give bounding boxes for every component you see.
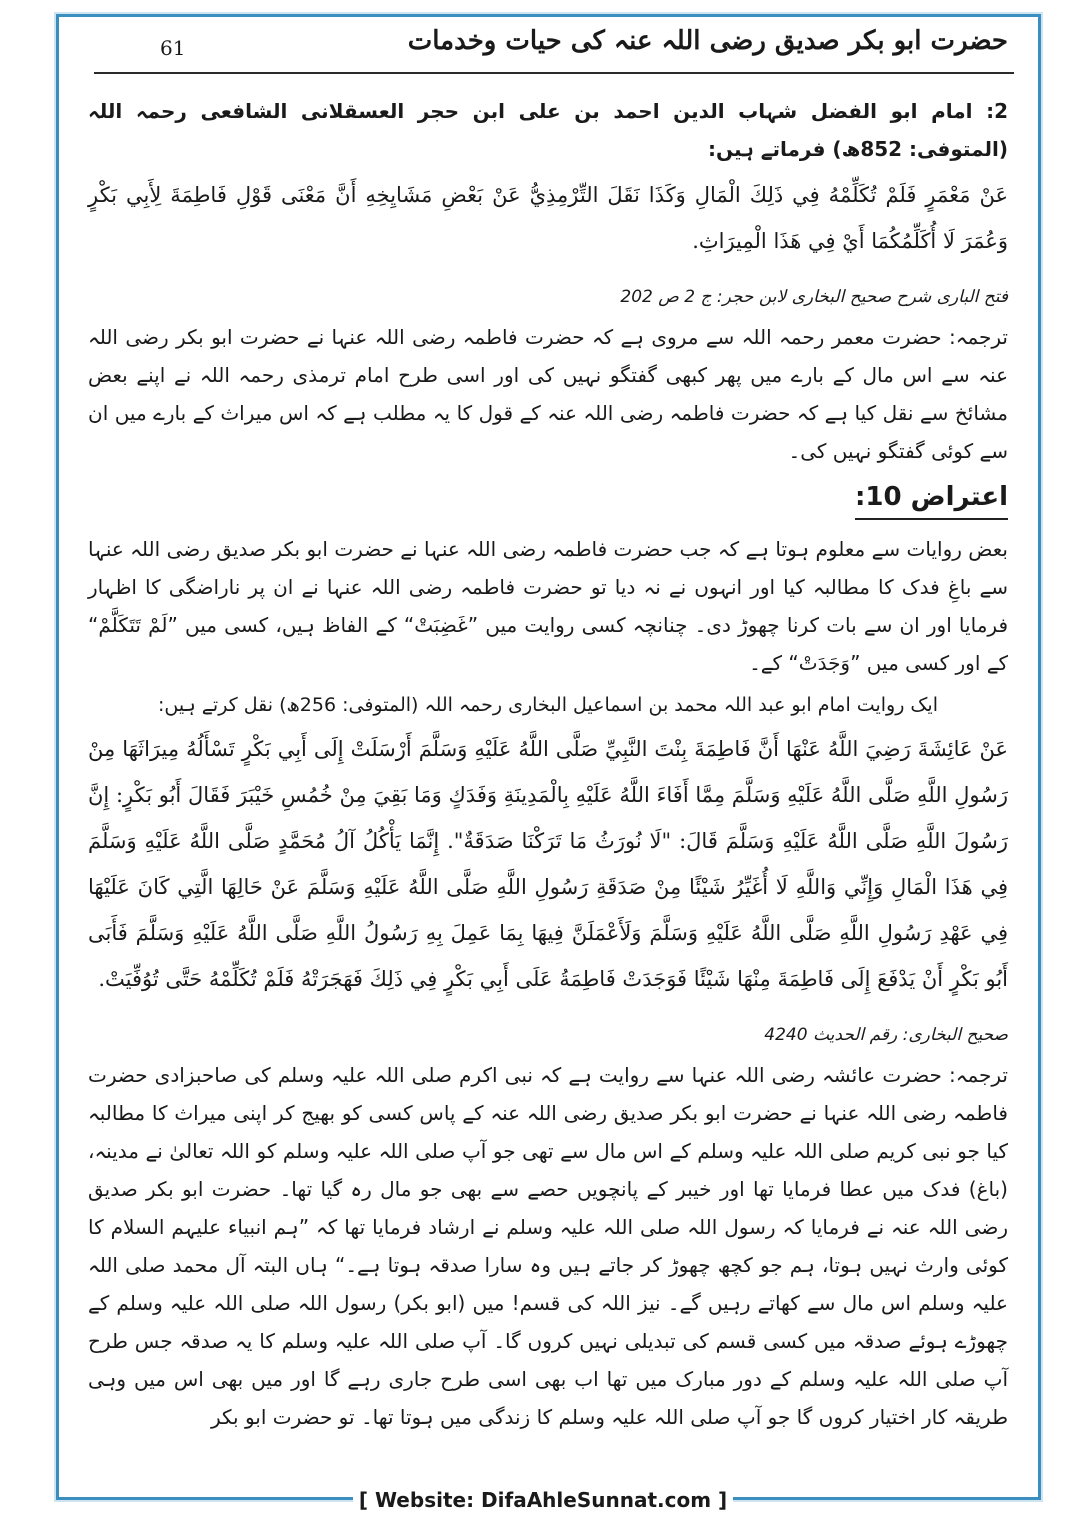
objection-heading: اعتراض 10: (855, 482, 1008, 520)
hadith-reference: صحیح البخاری: رقم الحدیث 4240 (764, 1025, 1008, 1045)
website-footer (0, 1488, 1086, 1512)
header-divider (94, 72, 1014, 74)
page-header (64, 20, 1024, 84)
hadith-arabic-text: عَنْ عَائِشَةَ رَضِيَ اللَّهُ عَنْهَا أَنَّ فَاطِمَةَ بِنْتَ النَّبِيِّ صَلَّى اللَّهُ عَلَيْهِ وَسَلَّمَ أَرْسَلَتْ إِلَى أَبِي بَكْرٍ تَسْأَلُهُ مِيرَاثَهَا مِنْ رَسُولِ اللَّهِ صَلَّى اللَّهُ عَلَيْهِ وَسَلَّمَ مِمَّا أَفَاءَ اللَّهُ عَلَيْهِ بِالْمَدِينَةِ وَفَدَكٍ وَمَا بَقِيَ مِنْ خُمُسِ خَيْبَرَ فَقَالَ أَبُو بَكْرٍ: إِنَّ رَسُولَ اللَّهِ صَلَّى اللَّهُ عَلَيْهِ وَسَلَّمَ قَالَ: "لَا نُورَثُ مَا تَرَكْنَا صَدَقَةٌ". إِنَّمَا يَأْكُلُ آلُ مُحَمَّدٍ صَلَّى اللَّهُ عَلَيْهِ وَسَلَّمَ فِي هَذَا الْمَالِ وَإِنِّي وَاللَّهِ لَا أُغَيِّرُ شَيْئًا مِنْ صَدَقَةِ رَسُولِ اللَّهِ صَلَّى اللَّهُ عَلَيْهِ وَسَلَّمَ عَنْ حَالِهَا الَّتِي كَانَ عَلَيْهَا فِي عَهْدِ رَسُولِ اللَّهِ صَلَّى اللَّهُ عَلَيْهِ وَسَلَّمَ وَلَأَعْمَلَنَّ فِيهَا بِمَا عَمِلَ بِهِ رَسُولُ اللَّهِ صَلَّى اللَّهُ عَلَيْهِ وَسَلَّمَ فَأَبَى أَبُو بَكْرٍ أَنْ يَدْفَعَ إِلَى فَاطِمَةَ مِنْهَا شَيْئًا فَوَجَدَتْ فَاطِمَةُ عَلَى أَبِي بَكْرٍ فِي ذَلِكَ فَهَجَرَتْهُ فَلَمْ تُكَلِّمْهُ حَتَّى تُوُفِّيَتْ. (88, 737, 1008, 991)
book-title: حضرت ابو بکر صدیق رضی اللہ عنہ کی حیات وخدمات (407, 26, 1008, 56)
page-content (88, 92, 1008, 1436)
narration-intro: ایک روایت امام ابو عبد اللہ محمد بن اسماعیل البخاری رحمہ اللہ (المتوفی: 256ھ) نقل کرتے ہیں: (158, 694, 938, 716)
hadith-translation: ترجمہ: حضرت عائشہ رضی اللہ عنہا سے روایت ہے کہ نبی اکرم صلی اللہ علیہ وسلم کی صاحبزادی حضرت فاطمہ رضی اللہ عنہا نے حضرت ابو بکر صدیق رضی اللہ عنہ کے پاس کسی کو بھیج کر اپنی میراث کا مطالبہ کیا جو نبی کریم صلی اللہ علیہ وسلم کے اس مال سے تھی جو آپ صلی اللہ علیہ وسلم کو اللہ تعالیٰ نے مدینہ، (باغ) فدک میں عطا فرمایا تھا اور خیبر کے پانچویں حصے سے بھی جو مال رہ گیا تھا۔ حضرت ابو بکر صدیق رضی اللہ عنہ نے فرمایا کہ رسول اللہ صلی اللہ علیہ وسلم نے ارشاد فرمایا تھا کہ ”ہم انبیاء علیہم السلام کا کوئی وارث نہیں ہوتا، ہم جو کچھ چھوڑ کر جاتے ہیں وہ سارا صدقہ ہوتا ہے۔“ ہاں البتہ آل محمد صلی اللہ علیہ وسلم اس مال سے کھاتے رہیں گے۔ نیز اللہ کی قسم! میں (ابو بکر) رسول اللہ صلی اللہ علیہ وسلم کے چھوڑے ہوئے صدقہ میں کسی قسم کی تبدیلی نہیں کروں گا۔ آپ صلی اللہ علیہ وسلم کا یہ صدقہ جس طرح آپ صلی اللہ علیہ وسلم کے دور مبارک میں تھا اب بھی اسی طرح جاری رہے گا اور میں بھی اس میں وہی طریقہ کار اختیار کروں گا جو آپ صلی اللہ علیہ وسلم کا زندگی میں ہوتا تھا۔ تو حضرت ابو بکر (88, 1063, 1008, 1429)
section2-translation: ترجمہ: حضرت معمر رحمہ اللہ سے مروی ہے کہ حضرت فاطمہ رضی اللہ عنہا نے حضرت ابو بکر رضی اللہ عنہ سے اس مال کے بارے میں پھر کبھی گفتگو نہیں کی اور اسی طرح امام ترمذی رحمہ اللہ نے اپنے بعض مشائخ سے نقل کیا ہے کہ حضرت فاطمہ رضی اللہ عنہ کے قول کا یہ مطلب ہے کہ اس میراث کے بارے میں ان سے کوئی گفتگو نہیں کی۔ (88, 325, 1008, 463)
objection-body: بعض روایات سے معلوم ہوتا ہے کہ جب حضرت فاطمہ رضی اللہ عنہا نے حضرت ابو بکر صدیق رضی اللہ عنہا سے باغِ فدک کا مطالبہ کیا اور انہوں نے نہ دیا تو حضرت فاطمہ رضی اللہ عنہا نے ان پر ناراضگی کا اظہار فرمایا اور ان سے بات کرنا چھوڑ دی۔ چنانچہ کسی روایت میں ”غَضِبَتْ“ کے الفاظ ہیں، کسی میں ”لَمْ تَتَكَلَّمْ“ کے اور کسی میں ”وَجَدَتْ“ کے۔ (88, 537, 1008, 675)
page-number: 61 (160, 36, 186, 60)
section2-intro: 2: امام ابو الفضل شہاب الدین احمد بن علی ابن حجر العسقلانی الشافعی رحمہ اللہ (المتوفی: 852ھ) فرماتے ہیں: (88, 99, 1008, 161)
website-label: [ Website: DifaAhleSunnat.com ] (353, 1488, 733, 1512)
section2-arabic-quote: عَنْ مَعْمَرٍ فَلَمْ تُكَلِّمْهُ فِي ذَلِكَ الْمَالِ وَكَذَا نَقَلَ التِّرْمِذِيُّ عَنْ بَعْضِ مَشَايِخِهِ أَنَّ مَعْنَى قَوْلِ فَاطِمَةَ لِأَبِي بَكْرٍ وَعُمَرَ لَا أُكَلِّمُكُمَا أَيْ فِي هَذَا الْمِيرَاثِ. (88, 183, 1008, 253)
section2-reference: فتح الباری شرح صحیح البخاری لابن حجر: ج 2 ص 202 (620, 287, 1008, 307)
